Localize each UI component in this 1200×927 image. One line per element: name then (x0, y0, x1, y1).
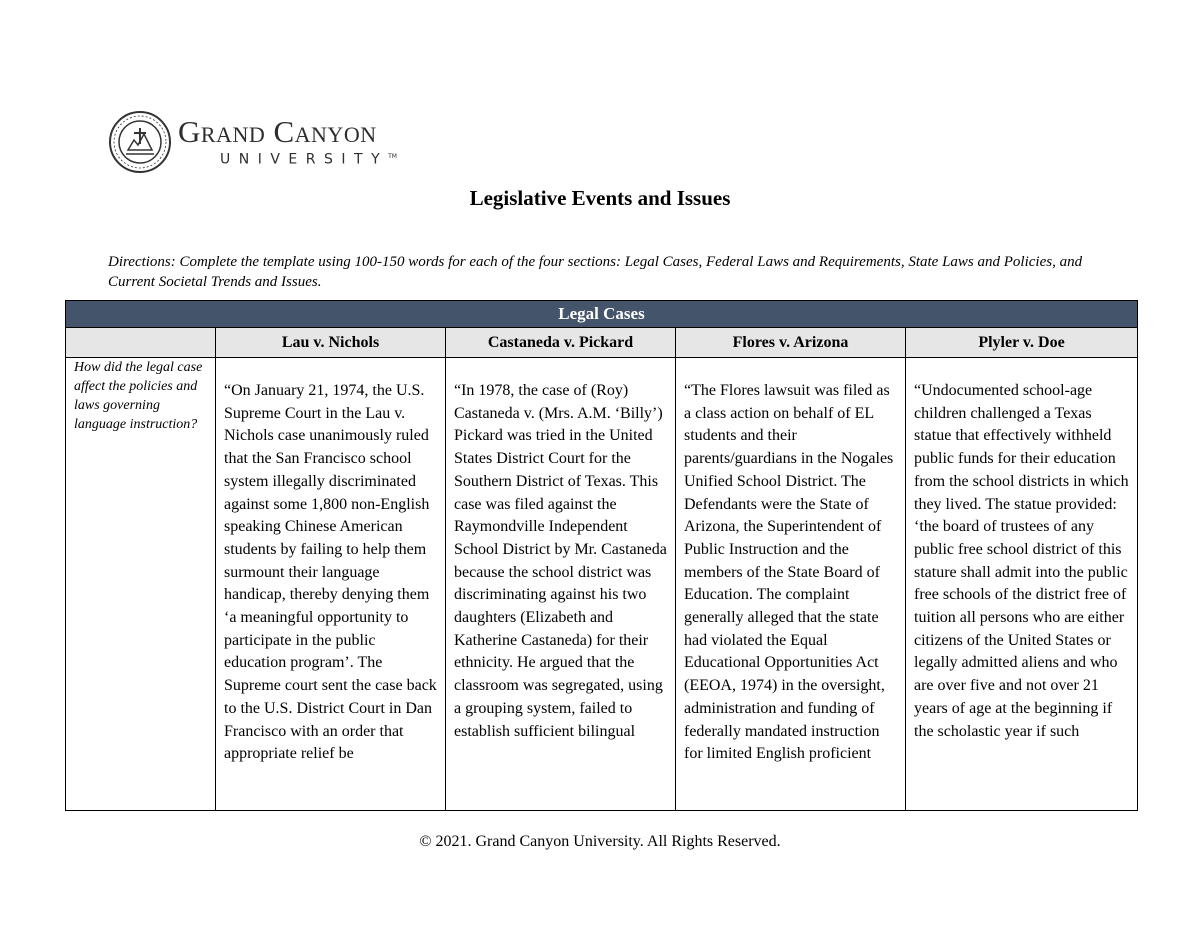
answer-cell-plyler[interactable] (906, 358, 1138, 811)
header-castaneda-v-pickard: Castaneda v. Pickard (446, 328, 676, 358)
answer-text-plyler: “Undocumented school-age children challenged a Texas statue that effectively withheld public funds for their education from the school districts in which they lived. The statue provided: ‘the board of trustees of any public free school district of this stature shall admit into the public free schools of the district free of tuition all persons who are either citizens of the United States or legally admitted aliens and who are over five and not over 21 years of age at the beginning if the scholastic year if such (914, 382, 1129, 740)
trademark-mark: TM (388, 152, 397, 160)
question-cell (66, 358, 216, 811)
header-blank (66, 328, 216, 358)
answer-text-flores: “The Flores lawsuit was filed as a class action on behalf of EL students and their parents/guardians in the Nogales Unified School District. The Defendants were the State of Arizona, the Superintendent of Public Instruction and the members of the State Board of Education. The complaint generally alleged that the state had violated the Equal Educational Opportunities Act (EEOA, 1974) in the oversight, administration and funding of federally mandated instruction for limited English proficient (684, 382, 894, 763)
header-lau-v-nichols: Lau v. Nichols (216, 328, 446, 358)
answer-cell-flores[interactable] (676, 358, 906, 811)
logo-subtitle: UNIVERSITY™ (220, 151, 397, 168)
header-plyler-v-doe: Plyler v. Doe (906, 328, 1138, 358)
question-text: How did the legal case affect the policies and laws governing language instruction? (74, 360, 203, 432)
copyright-footer: © 2021. Grand Canyon University. All Rights Reserved. (419, 833, 781, 850)
answer-cell-castaneda[interactable] (446, 358, 676, 811)
university-logo (108, 108, 397, 176)
logo-name: Grand Canyon (178, 113, 377, 149)
header-flores-v-arizona: Flores v. Arizona (676, 328, 906, 358)
page-title: Legislative Events and Issues (469, 186, 731, 210)
legal-cases-table (65, 300, 1138, 811)
directions-text: Directions: Complete the template using 100-150 words for each of the four sections: Legal Cases, Federal Laws and Requirements, State Laws and Policies, and Current Societal Trends and Issues. (108, 254, 1083, 290)
university-seal-icon (108, 110, 172, 174)
answer-cell-lau[interactable] (216, 358, 446, 811)
section-title: Legal Cases (66, 301, 1138, 328)
answer-text-castaneda: “In 1978, the case of (Roy) Castaneda v. (Mrs. A.M. ‘Billy’) Pickard was tried in the United States District Court for the Southern District of Texas. This case was filed against the Raymondville Independent School District by Mr. Castaneda because the school district was discriminating against his two daughters (Elizabeth and Katherine Castaneda) for their ethnicity. He argued that the classroom was segregated, using a grouping system, failed to establish sufficient bilingual (454, 382, 667, 740)
answer-text-lau: “On January 21, 1974, the U.S. Supreme Court in the Lau v. Nichols case unanimously ruled that the San Francisco school system illegally discriminated against some 1,800 non-English speaking Chinese American students by failing to help them surmount their language handicap, thereby denying them ‘a meaningful opportunity to participate in the public education program’. The Supreme court sent the case back to the U.S. District Court in Dan Francisco with an order that appropriate relief be (224, 382, 437, 763)
